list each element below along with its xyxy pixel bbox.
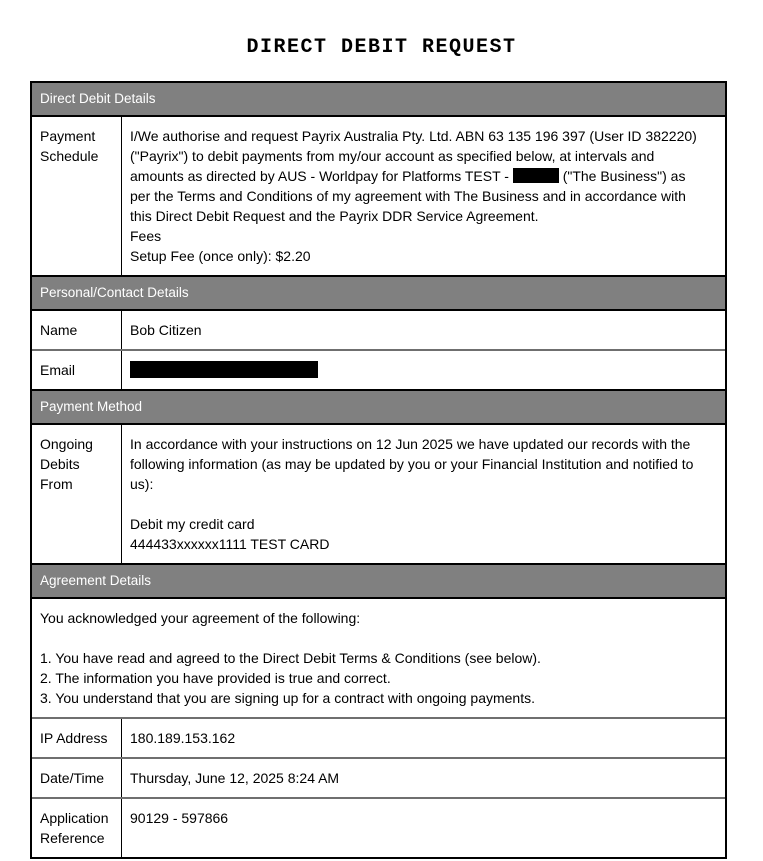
authorisation-paragraph [130, 126, 709, 226]
name-label: Name [32, 311, 122, 349]
payment-method-line2: 444433xxxxxx1111 TEST CARD [130, 536, 330, 552]
redacted-business-name [513, 168, 559, 183]
ip-address-value: 180.189.153.162 [130, 730, 236, 746]
name-row [32, 311, 725, 349]
ongoing-debits-row [32, 425, 725, 563]
ip-address-row [32, 717, 725, 757]
spacer [40, 628, 709, 648]
agreement-row [32, 599, 725, 717]
ip-address-label: IP Address [32, 719, 122, 757]
setup-fee-line: Setup Fee (once only): $2.20 [130, 248, 311, 264]
email-value [122, 351, 725, 389]
authorisation-text-before: I/We authorise and request Payrix Australia Pty. Ltd. ABN 63 135 196 397 (User ID 382220) ("Payrix") to debit payments from my/our account as specified below, at intervals and amounts as directed by AUS - Worldpay for Platforms TEST - [130, 128, 697, 184]
payment-schedule-value [122, 117, 725, 275]
payment-method-line1: Debit my credit card [130, 516, 255, 532]
email-label: Email [32, 351, 122, 389]
section-header-direct-debit-details: Direct Debit Details [32, 83, 725, 117]
ddr-table [30, 81, 727, 859]
agreement-intro: You acknowledged your agreement of the following: [40, 610, 361, 626]
payment-schedule-row [32, 117, 725, 275]
ongoing-debits-label: Ongoing Debits From [32, 425, 122, 563]
name-value: Bob Citizen [130, 322, 202, 338]
authorisation-text-after: ("The Business") as per the Terms and Conditions of my agreement with The Business and in accordance with this Direct Debit Request and the Payrix DDR Service Agreement. [130, 168, 686, 224]
application-reference-value: 90129 - 597866 [130, 810, 229, 826]
section-header-personal-contact-details: Personal/Contact Details [32, 275, 725, 311]
date-time-row [32, 757, 725, 797]
application-reference-label: Application Reference [32, 799, 122, 857]
date-time-label: Date/Time [32, 759, 122, 797]
section-header-payment-method: Payment Method [32, 389, 725, 425]
page-title: DIRECT DEBIT REQUEST [246, 36, 517, 59]
ongoing-debits-value [122, 425, 725, 563]
instruction-text: In accordance with your instructions on 12 Jun 2025 we have updated our records with the following information (as may be updated by you or your Financial Institution and notified to us): [130, 436, 694, 492]
date-time-value: Thursday, June 12, 2025 8:24 AM [130, 770, 340, 786]
agreement-item-2: 2. The information you have provided is true and correct. [40, 670, 391, 686]
section-header-agreement-details: Agreement Details [32, 563, 725, 599]
application-reference-row [32, 797, 725, 857]
spacer [130, 494, 709, 514]
agreement-item-1: 1. You have read and agreed to the Direct Debit Terms & Conditions (see below). [40, 650, 541, 666]
payment-schedule-label: Payment Schedule [32, 117, 122, 275]
agreement-item-3: 3. You understand that you are signing up for a contract with ongoing payments. [40, 690, 535, 706]
redacted-email [130, 361, 318, 378]
agreement-value [32, 599, 725, 717]
fees-heading: Fees [130, 228, 162, 244]
email-row [32, 349, 725, 389]
